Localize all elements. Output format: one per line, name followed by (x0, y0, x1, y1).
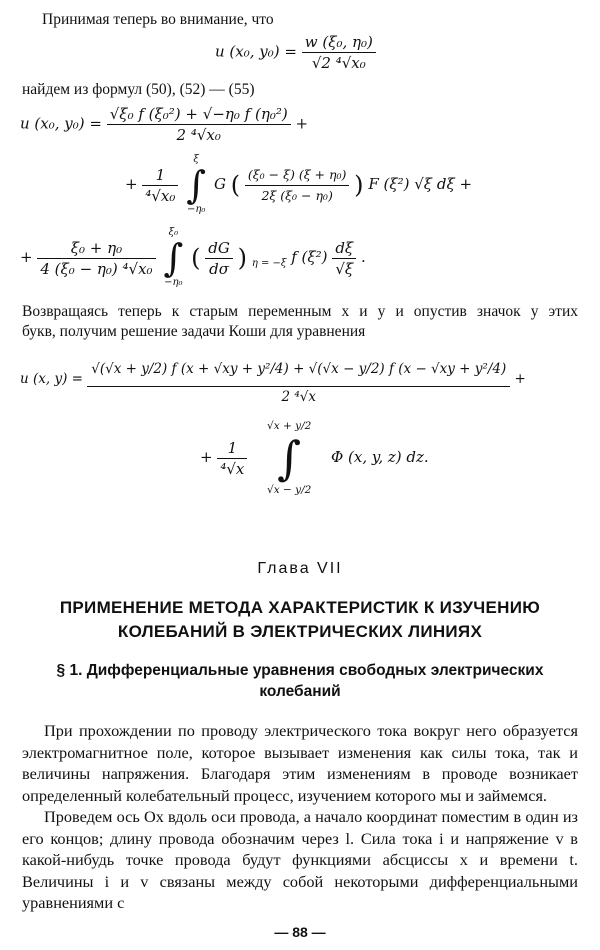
section-title-line-1: § 1. Дифференциальные уравнения свободных электрических (56, 662, 544, 679)
row-3-paren-open: ( (191, 244, 201, 272)
formula-2-numerator: √ξ₀ f (ξ₀²) + √−η₀ f (η₀²) (107, 104, 291, 125)
row-3-end: . (360, 248, 366, 266)
dxi-fraction (332, 238, 356, 279)
formula-2-lhs: u (x₀, y₀) = (20, 114, 102, 133)
formula-3-lhs: u (x, y) = (20, 371, 83, 387)
formula-2-row-1 (20, 104, 308, 145)
row-3-integral (160, 228, 186, 288)
paren-close: ) (354, 171, 364, 199)
formula-2-row-3 (20, 228, 366, 288)
formula-3-integral (252, 420, 326, 496)
formula-2-row-2 (125, 155, 472, 215)
dxi-numerator: dξ (332, 238, 356, 259)
intro-line-4: букв, получим решение задачи Коши для уравнения (22, 323, 366, 340)
row-3-lower-limit: −η₀ (164, 277, 183, 288)
intro-line-2: найдем из формул (50), (52) — (55) (22, 81, 255, 98)
row-3-lead: + (20, 248, 33, 266)
formula-3-denominator: 2 ⁴√x (281, 389, 316, 405)
row-3-coef-numerator: ξ₀ + η₀ (37, 238, 155, 259)
dxi-denominator: √ξ (335, 259, 354, 278)
formula-3-fraction (87, 352, 510, 407)
formula-2-row-2-lead: + (125, 175, 138, 193)
formula-1-numerator: w (ξ₀, η₀) (302, 32, 376, 53)
formula-3-row-2-coef (217, 438, 247, 479)
chapter-title-line-1: ПРИМЕНЕНИЕ МЕТОДА ХАРАКТЕРИСТИК К ИЗУЧЕНИЮ (59, 598, 541, 617)
formula-3-upper-limit: √x + y/2 (267, 420, 312, 432)
formula-3-coef-denominator: ⁴√x (220, 459, 245, 478)
formula-3-row-2-lead: + (200, 448, 213, 466)
inner-numerator: (ξ₀ − ξ) (ξ + η₀) (245, 165, 350, 186)
formula-1 (215, 32, 376, 73)
coef-denominator: ⁴√x₀ (145, 186, 176, 205)
formula-1-denominator: √2 ⁴√x₀ (311, 54, 366, 72)
body-text (22, 720, 578, 914)
formula-3-coef-numerator: 1 (217, 438, 247, 459)
body-paragraph-1: При прохождении по проводу электрического тока вокруг него образуется электромагнитное поле, которое вызывает изменения как силы тока, так и величины напряжения. Благодаря этим изменениям в проводе возникает определенный колебательный процесс, изучением которого мы и займемся. (22, 721, 578, 805)
formula-3-row-1 (20, 352, 526, 407)
paren-open: ( (230, 171, 241, 199)
intro-line-1: Принимая теперь во внимание, что (42, 11, 274, 28)
chapter-title-line-2: КОЛЕБАНИЙ В ЭЛЕКТРИЧЕСКИХ ЛИНИЯХ (117, 622, 483, 641)
dG-fraction (205, 238, 233, 279)
row-3-f-part: f (ξ²) (291, 248, 328, 266)
integral-sign (183, 155, 209, 215)
formula-3-integrand: Φ (x, y, z) dz. (330, 448, 429, 466)
intro-line-3: Возвращаясь теперь к старым переменным x и y и опустив значок у этих (22, 303, 578, 320)
row-3-coef-denominator: 4 (ξ₀ − η₀) ⁴√x₀ (40, 259, 153, 278)
formula-2-row-2-coef (142, 165, 178, 206)
dG-denominator: dσ (209, 259, 230, 278)
integrand-rest: F (ξ²) √ξ dξ + (368, 175, 473, 193)
integral-lower-limit: −η₀ (186, 204, 206, 215)
formula-3-row-2 (200, 420, 429, 496)
body-paragraph-2: Проведем ось Ox вдоль оси провода, а начало координат поместим в один из его концов; длину провода обозначим через l. Сила тока i и напряжение v в какой-нибудь точке провода будут функциями абсциссы x и времени t. Величины i и v связаны между собой некоторыми дифференциальными уравнениями с (22, 807, 578, 912)
coef-numerator: 1 (142, 165, 178, 186)
inner-denominator: 2ξ (ξ₀ − η₀) (261, 187, 333, 203)
formula-3-lower-limit: √x − y/2 (267, 484, 312, 496)
formula-2-fraction (107, 104, 291, 145)
formula-2-denominator: 2 ⁴√x₀ (176, 126, 221, 144)
row-3-upper-limit: ξ₀ (168, 227, 179, 238)
formula-1-lhs: u (x₀, y₀) = (215, 42, 297, 61)
integrand-g: G (213, 175, 226, 193)
integral-upper-limit: ξ (193, 154, 199, 165)
formula-3-numerator: √(√x + y/2) f (x + √xy + y²/4) + √(√x − y/2) f (x − √xy + y²/4) (87, 352, 510, 387)
formula-1-fraction (302, 32, 376, 73)
section-title-line-2: колебаний (259, 683, 341, 700)
dG-numerator: dG (205, 238, 233, 259)
integral-symbol: ∫ (186, 163, 207, 207)
row-3-paren-close: ) (237, 244, 248, 272)
chapter-label: Глава VII (257, 560, 343, 577)
row-3-subscript: η = −ξ (251, 258, 287, 269)
formula-3-integral-symbol: ∫ (277, 431, 302, 485)
page-number: — 88 — (274, 924, 326, 940)
row-3-integral-symbol: ∫ (163, 236, 184, 280)
formula-2-plus: + (295, 114, 309, 133)
formula-3-plus: + (514, 371, 526, 387)
row-3-coef (37, 238, 155, 279)
inner-fraction (245, 165, 350, 206)
